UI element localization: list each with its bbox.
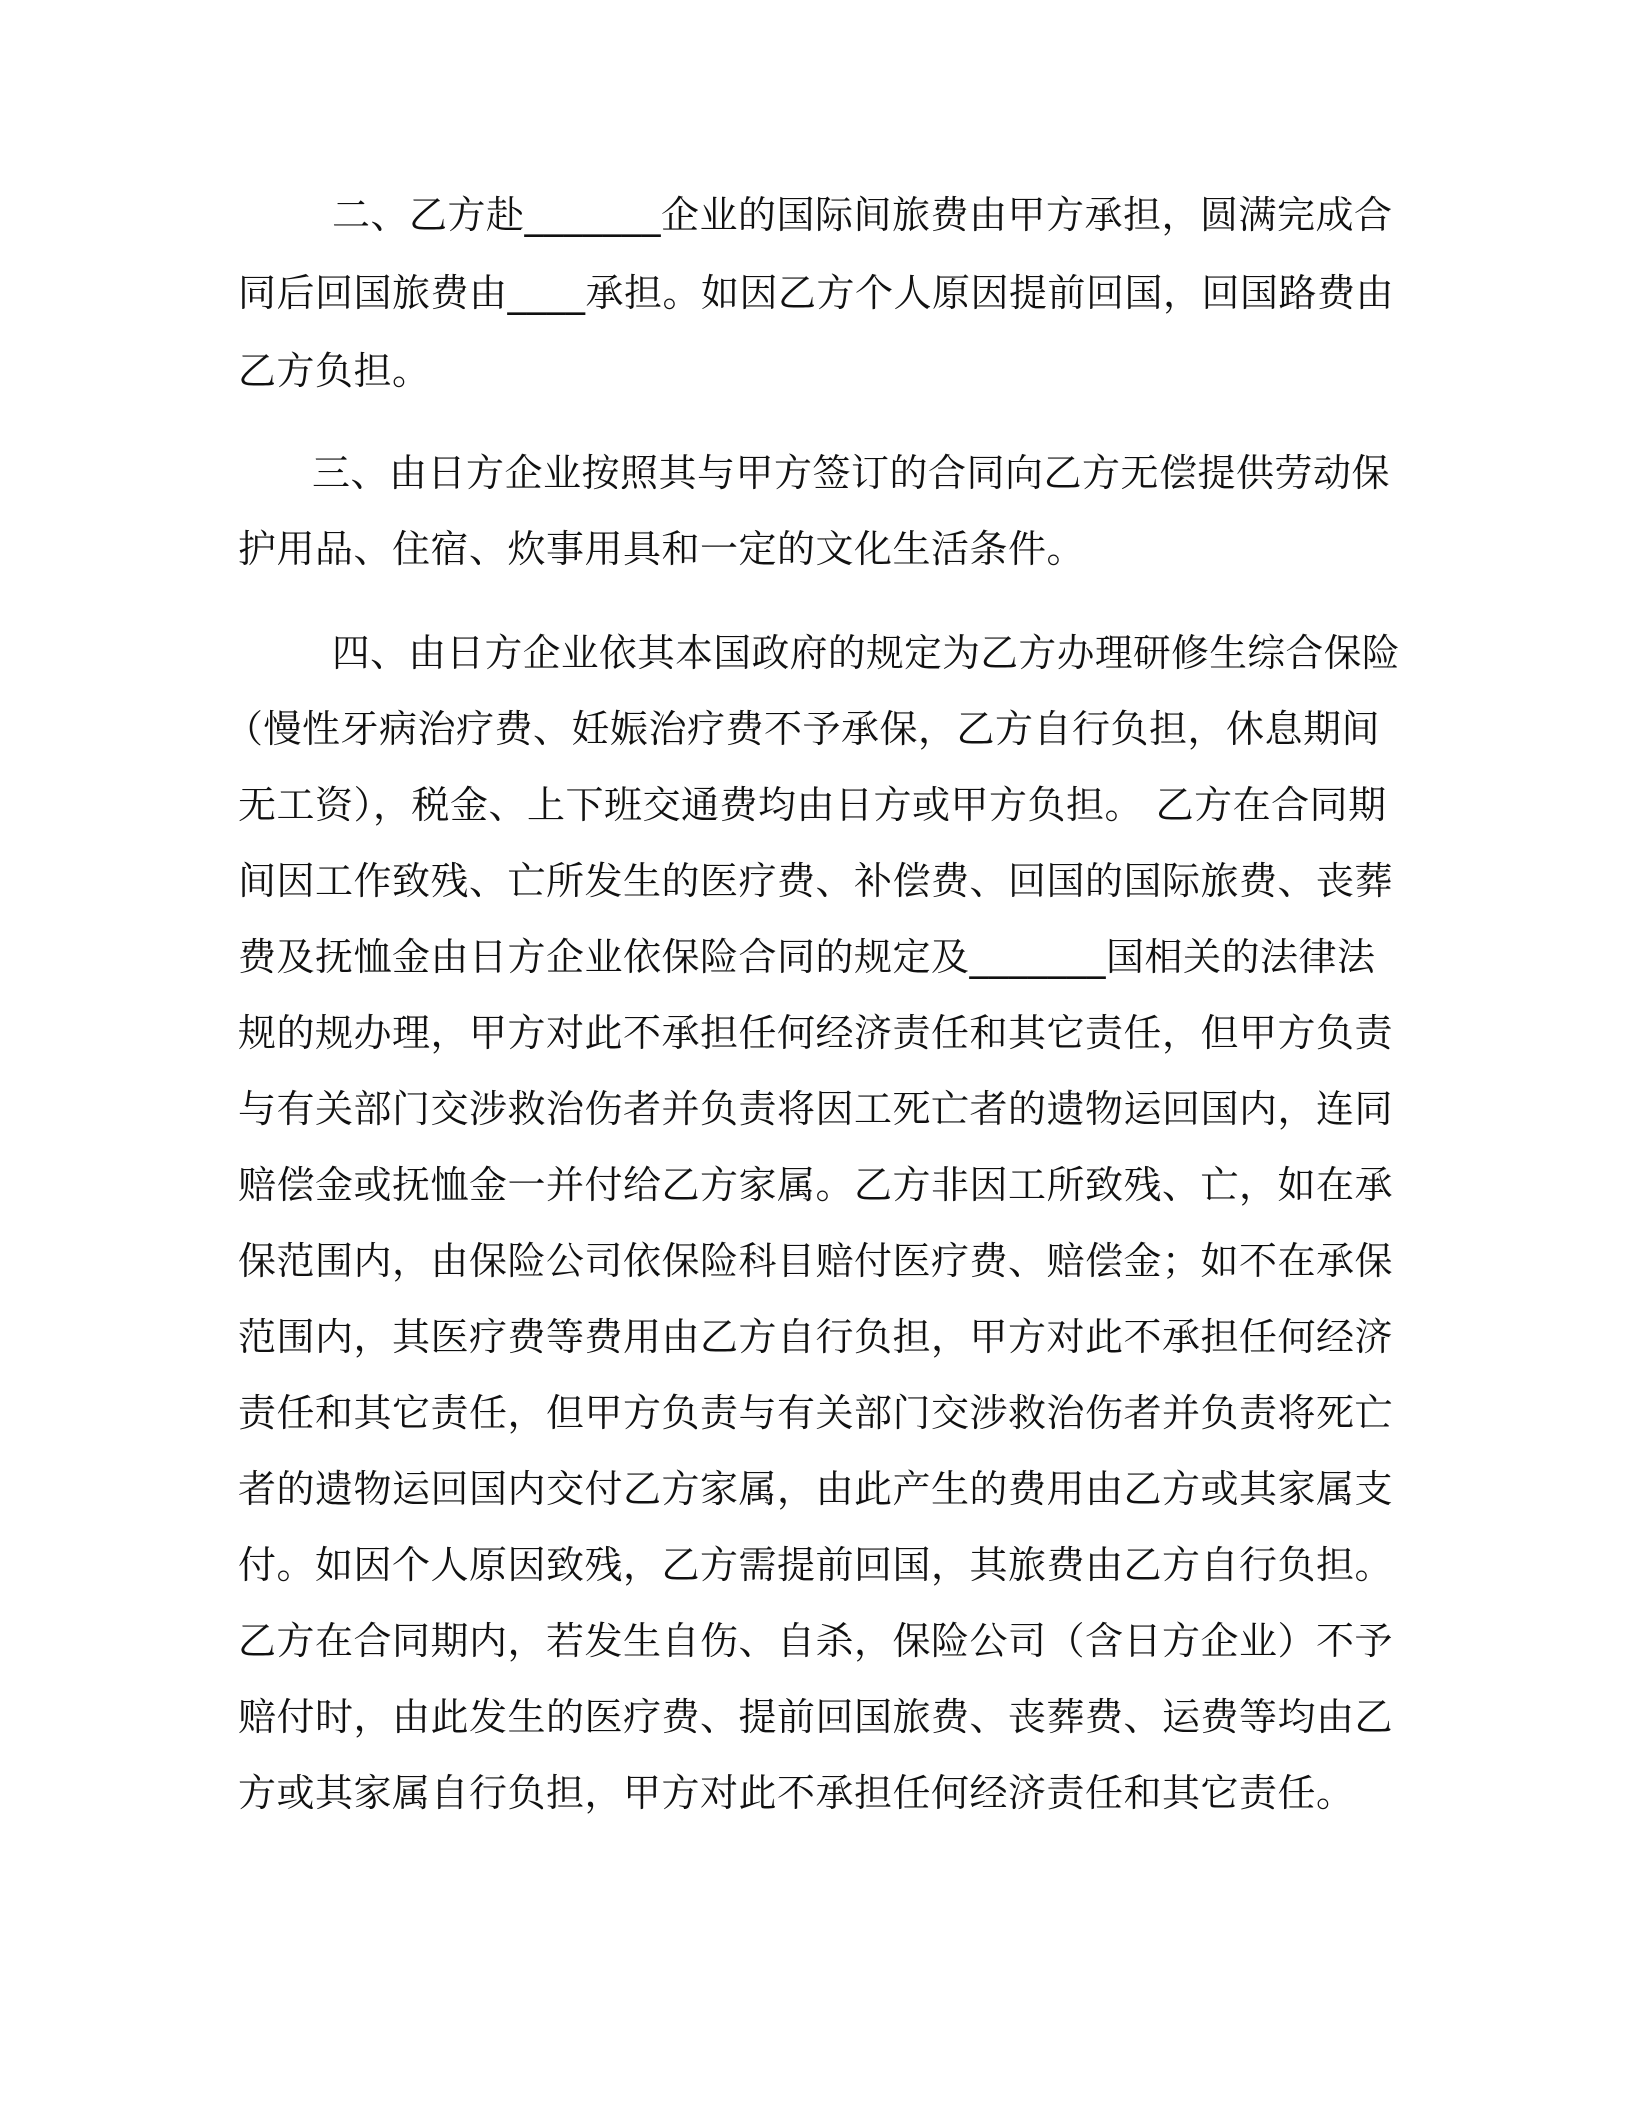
text-line: 方或其家属自行负担，甲方对此不承担任何经济责任和其它责任。 xyxy=(238,1771,1355,1815)
text-line: 四、由日方企业依其本国政府的规定为乙方办理研修生综合保险 xyxy=(332,631,1400,675)
text-line: 同后回国旅费由____承担。如因乙方个人原因提前回国，回国路费由 xyxy=(238,271,1395,315)
text-line: 护用品、住宿、炊事用具和一定的文化生活条件。 xyxy=(238,527,1086,571)
text-line: 范围内，其医疗费等费用由乙方自行负担，甲方对此不承担任何经济 xyxy=(238,1315,1394,1359)
text-line: 乙方在合同期内，若发生自伤、自杀，保险公司（含日方企业）不予 xyxy=(238,1619,1394,1663)
text-line: 无工资），税金、上下班交通费均由日方或甲方负担。 乙方在合同期 xyxy=(238,783,1387,827)
text-line: 二、乙方赴_______企业的国际间旅费由甲方承担，圆满完成合 xyxy=(332,193,1393,237)
text-line: 赔付时，由此发生的医疗费、提前回国旅费、丧葬费、运费等均由乙 xyxy=(238,1695,1394,1739)
text-line: 保范围内，由保险公司依保险科目赔付医疗费、赔偿金；如不在承保 xyxy=(238,1239,1394,1283)
text-line: 规的规办理，甲方对此不承担任何经济责任和其它责任，但甲方负责 xyxy=(238,1011,1394,1055)
text-line: （慢性牙病治疗费、妊娠治疗费不予承保，乙方自行负担，休息期间 xyxy=(225,707,1381,751)
text-line: 费及抚恤金由日方企业依保险合同的规定及_______国相关的法律法 xyxy=(238,935,1376,979)
text-line: 与有关部门交涉救治伤者并负责将因工死亡者的遗物运回国内，连同 xyxy=(238,1087,1394,1131)
text-line: 三、由日方企业按照其与甲方签订的合同向乙方无偿提供劳动保 xyxy=(312,451,1391,495)
text-line: 赔偿金或抚恤金一并付给乙方家属。乙方非因工所致残、亡，如在承 xyxy=(238,1163,1394,1207)
text-line: 者的遗物运回国内交付乙方家属，由此产生的费用由乙方或其家属支 xyxy=(238,1467,1394,1511)
text-line: 间因工作致残、亡所发生的医疗费、补偿费、回国的国际旅费、丧葬 xyxy=(238,859,1394,903)
text-line: 乙方负担。 xyxy=(238,349,431,393)
text-line: 付。如因个人原因致残，乙方需提前回国，其旅费由乙方自行负担。 xyxy=(238,1543,1394,1587)
text-line: 责任和其它责任，但甲方负责与有关部门交涉救治伤者并负责将死亡 xyxy=(238,1391,1394,1435)
